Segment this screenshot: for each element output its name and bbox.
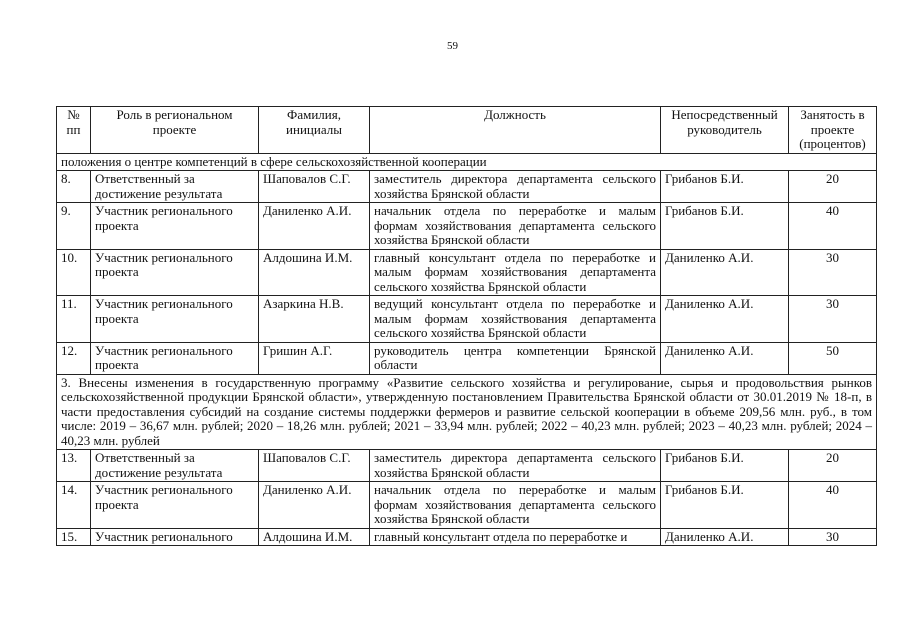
cell-role: Участник регионального проекта	[91, 342, 259, 374]
amendment-text: 3. Внесены изменения в государственную программу «Развитие сельского хозяйства и регулирование, сырья и продовольствия рынков сельскохозяйственной продукции Брянской области», утвержденную постановлением Правительства Брянской области от 30.01.2019 № 18-п, в части предоставления субсидий на создание системы поддержки фермеров и развитие сельской кооперации в объеме 209,56 млн. руб., в том числе: 2019 – 36,67 млн. рублей; 2020 – 18,26 млн. рублей; 2021 – 33,94 млн. рублей; 2022 – 40,23 млн. рублей; 2023 – 40,23 млн. рублей; 2024 – 40,23 млн. рублей	[57, 374, 877, 450]
cell-role: Участник регионального проекта	[91, 482, 259, 529]
cell-num: 15.	[57, 528, 91, 546]
section-continuation-text: положения о центре компетенций в сфере сельскохозяйственной кооперации	[57, 153, 877, 171]
cell-num: 12.	[57, 342, 91, 374]
cell-name: Гришин А.Г.	[259, 342, 370, 374]
cell-position: главный консультант отдела по переработке и малым формам хозяйствования департамента сельского хозяйства Брянской области	[370, 249, 661, 296]
cell-supervisor: Грибанов Б.И.	[661, 203, 789, 250]
cell-role: Участник регионального проекта	[91, 203, 259, 250]
section-continuation-row	[57, 153, 877, 171]
cell-share: 20	[789, 171, 877, 203]
page-number: 59	[447, 40, 458, 52]
table-row	[57, 342, 877, 374]
table-row	[57, 249, 877, 296]
cell-supervisor: Грибанов Б.И.	[661, 171, 789, 203]
cell-name: Даниленко А.И.	[259, 203, 370, 250]
header-position: Должность	[370, 107, 661, 154]
cell-supervisor: Даниленко А.И.	[661, 342, 789, 374]
cell-share: 40	[789, 482, 877, 529]
cell-role: Ответственный за достижение результата	[91, 171, 259, 203]
table-row	[57, 528, 877, 546]
header-num: № пп	[57, 107, 91, 154]
cell-num: 10.	[57, 249, 91, 296]
cell-role: Участник регионального проекта	[91, 296, 259, 343]
cell-position: заместитель директора департамента сельского хозяйства Брянской области	[370, 171, 661, 203]
cell-num: 9.	[57, 203, 91, 250]
table-header-row	[57, 107, 877, 154]
header-name: Фамилия, инициалы	[259, 107, 370, 154]
table-section-a	[57, 153, 877, 374]
cell-position: заместитель директора департамента сельского хозяйства Брянской области	[370, 450, 661, 482]
cell-role: Ответственный за достижение результата	[91, 450, 259, 482]
cell-position: руководитель центра компетенции Брянской области	[370, 342, 661, 374]
cell-share: 30	[789, 249, 877, 296]
cell-supervisor: Даниленко А.И.	[661, 296, 789, 343]
cell-supervisor: Грибанов Б.И.	[661, 482, 789, 529]
header-supervisor: Непосредственный руководитель	[661, 107, 789, 154]
cell-name: Даниленко А.И.	[259, 482, 370, 529]
table-row	[57, 450, 877, 482]
cell-num: 13.	[57, 450, 91, 482]
cell-position: главный консультант отдела по переработке и	[370, 528, 661, 546]
cell-name: Алдошина И.М.	[259, 249, 370, 296]
header-share: Занятость в проекте (процентов)	[789, 107, 877, 154]
cell-num: 14.	[57, 482, 91, 529]
cell-share: 30	[789, 296, 877, 343]
table-row	[57, 482, 877, 529]
cell-supervisor: Грибанов Б.И.	[661, 450, 789, 482]
cell-share: 40	[789, 203, 877, 250]
cell-name: Шаповалов С.Г.	[259, 171, 370, 203]
table-row	[57, 296, 877, 343]
amendment-row	[57, 374, 877, 450]
cell-supervisor: Даниленко А.И.	[661, 528, 789, 546]
amendment-section	[57, 374, 877, 450]
project-staff-table	[56, 106, 877, 546]
table-row	[57, 203, 877, 250]
table-row	[57, 171, 877, 203]
cell-position: начальник отдела по переработке и малым формам хозяйствования департамента сельского хозяйства Брянской области	[370, 482, 661, 529]
cell-name: Шаповалов С.Г.	[259, 450, 370, 482]
cell-name: Алдошина И.М.	[259, 528, 370, 546]
cell-role: Участник регионального проекта	[91, 249, 259, 296]
table-section-b	[57, 450, 877, 546]
cell-num: 8.	[57, 171, 91, 203]
header-role: Роль в региональном проекте	[91, 107, 259, 154]
cell-num: 11.	[57, 296, 91, 343]
cell-role: Участник регионального	[91, 528, 259, 546]
cell-name: Азаркина Н.В.	[259, 296, 370, 343]
cell-position: ведущий консультант отдела по переработке и малым формам хозяйствования департамента сельского хозяйства Брянской области	[370, 296, 661, 343]
cell-supervisor: Даниленко А.И.	[661, 249, 789, 296]
cell-position: начальник отдела по переработке и малым формам хозяйствования департамента сельского хозяйства Брянской области	[370, 203, 661, 250]
cell-share: 30	[789, 528, 877, 546]
cell-share: 20	[789, 450, 877, 482]
cell-share: 50	[789, 342, 877, 374]
